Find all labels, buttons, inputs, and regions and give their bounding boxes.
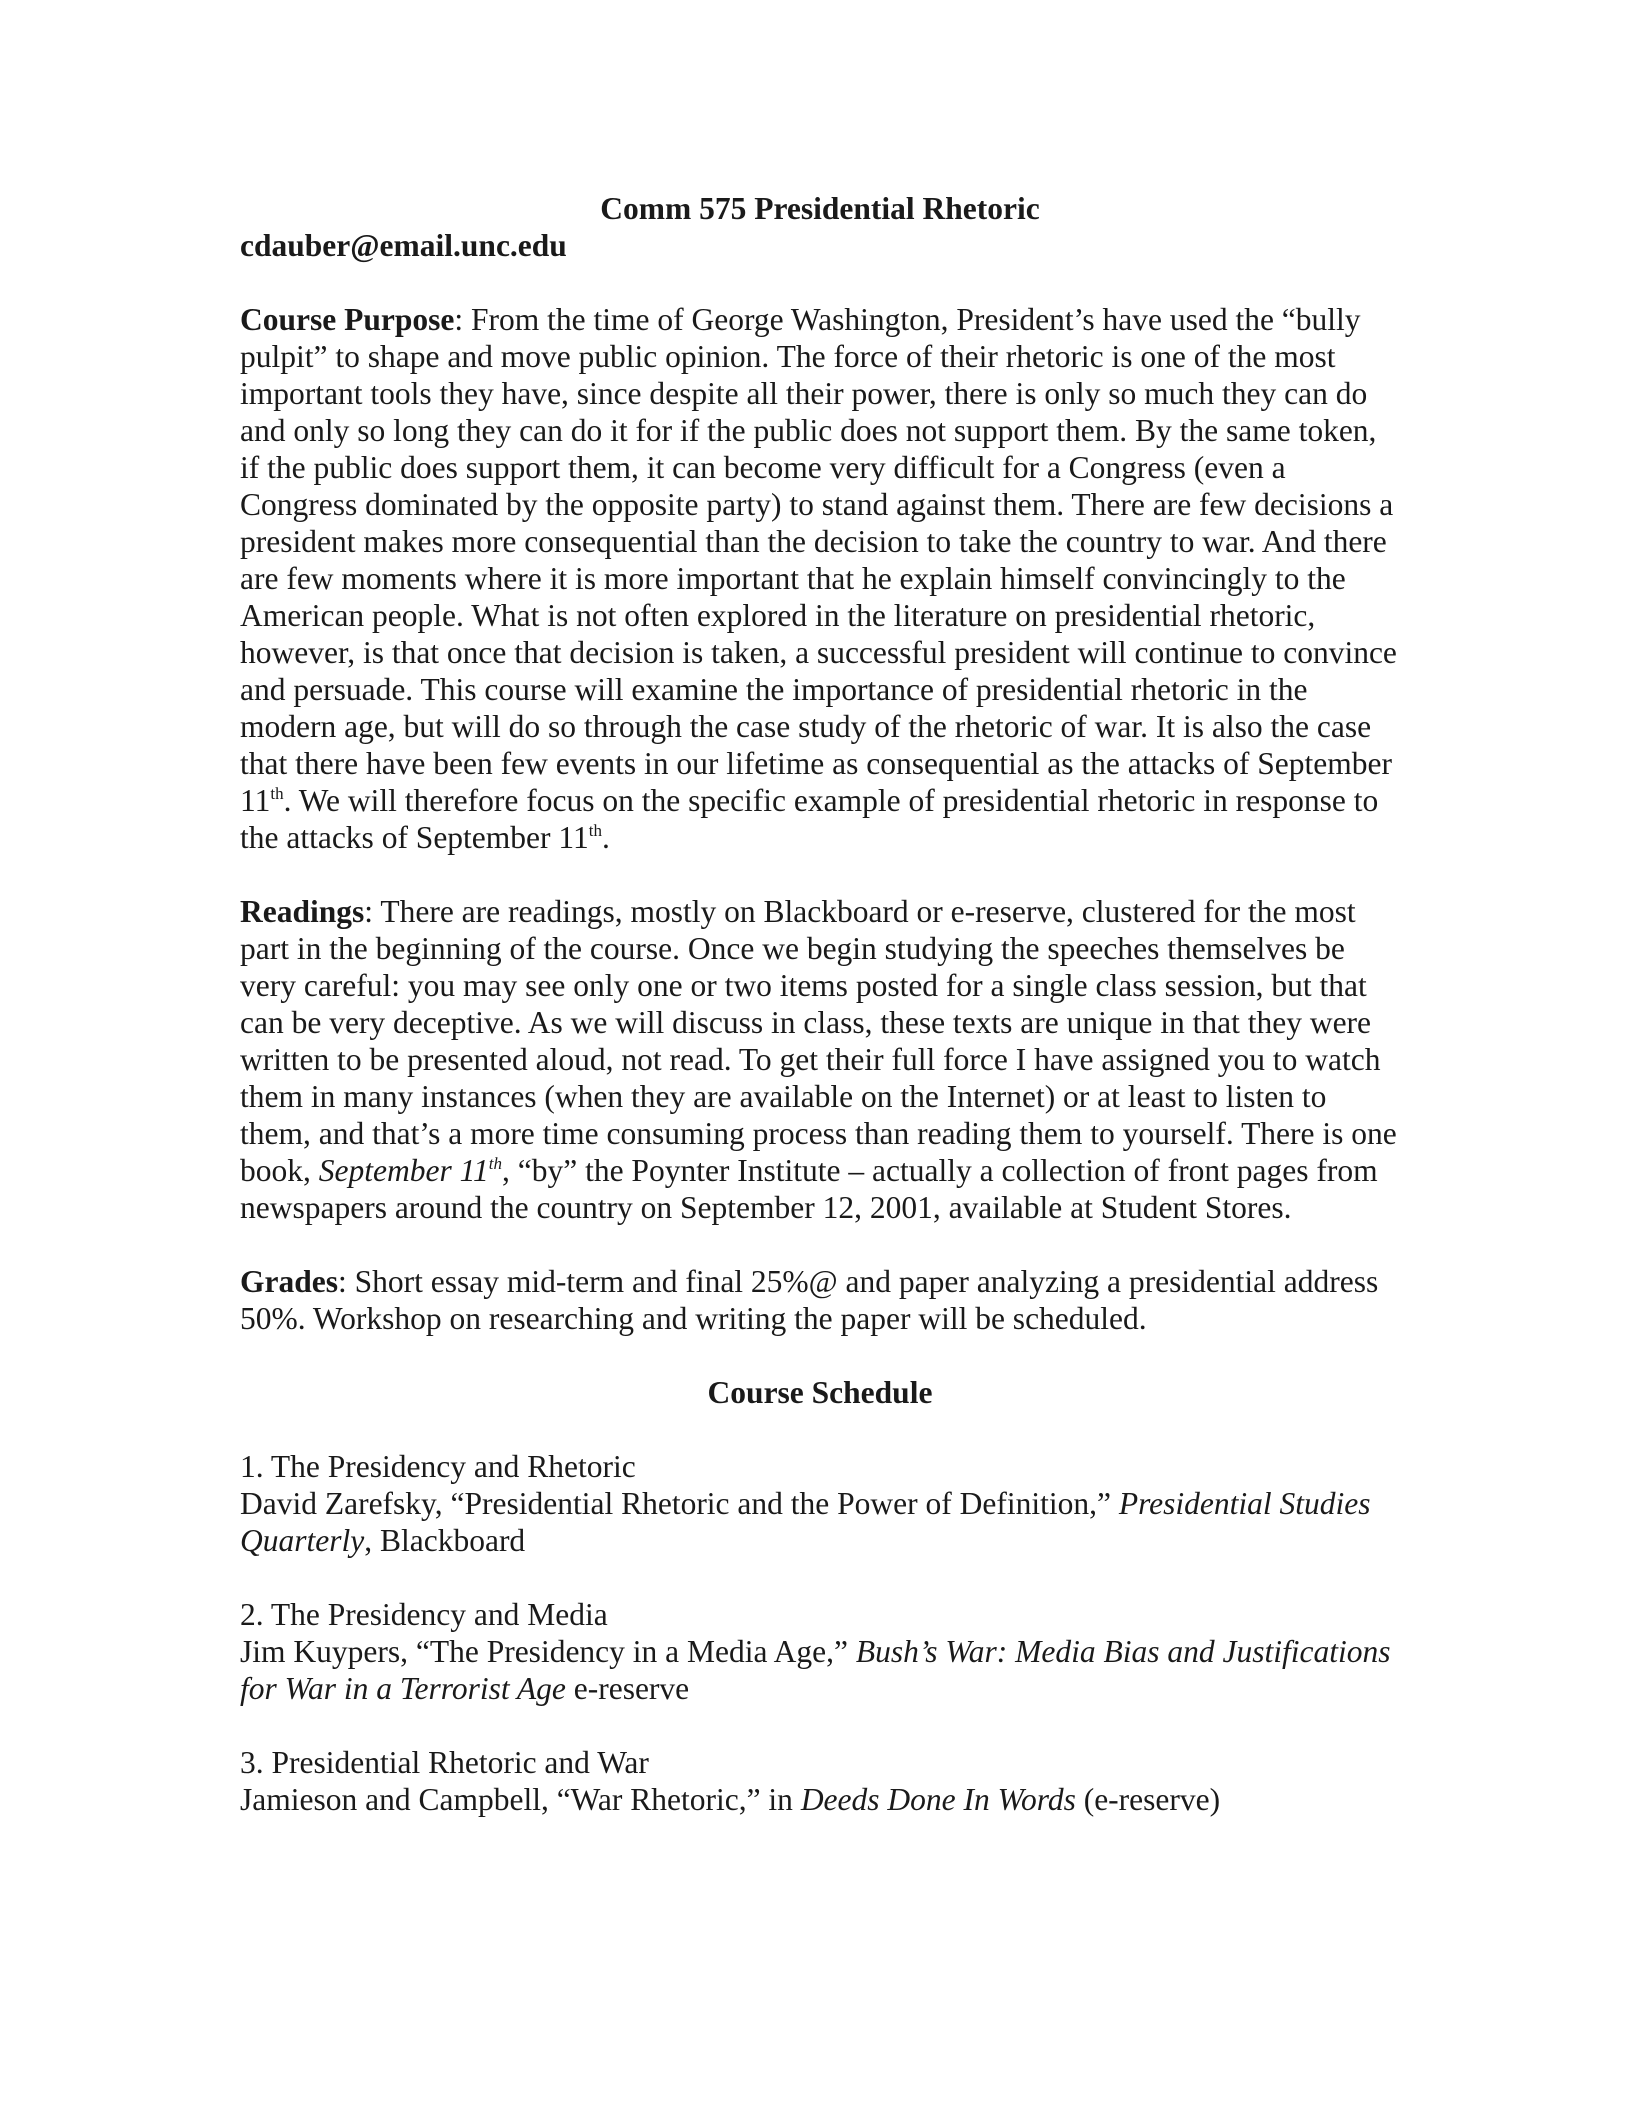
schedule-item <box>240 1596 1400 1707</box>
schedule-item-title: 3. Presidential Rhetoric and War <box>240 1745 649 1780</box>
course-purpose-colon: : <box>454 302 464 337</box>
course-purpose-text-continued: . We will therefore focus on the specific example of presidential rhetoric in response to the attacks of September 11 <box>240 783 1379 855</box>
course-purpose-text: From the time of George Washington, President’s have used the “bully pulpit” to shape and move public opinion. The force of their rhetoric is one of the most important tools they have, since despite all their power, there is only so much they can do and only so long they can do it for if the public does not support them. By the same token, if the public does support them, it can become very difficult for a Congress (even a Congress dominated by the opposite party) to stand against them. There are few decisions a president makes more consequential than the decision to take the country to war. And there are few moments where it is more important that he explain himself convincingly to the American people. What is not often explored in the literature on presidential rhetoric, however, is that once that decision is taken, a successful president will continue to convince and persuade. This course will examine the importance of presidential rhetoric in the modern age, but will do so through the case study of the rhetoric of war. It is also the case that there have been few events in our lifetime as consequential as the attacks of September 11 <box>240 302 1397 818</box>
reading-source: Bush’s War: Media Bias and Justifications for War in a Terrorist Age <box>240 1634 1391 1706</box>
course-purpose-label: Course Purpose <box>240 302 455 337</box>
grades-text: Short essay mid-term and final 25%@ and paper analyzing a presidential address 50%. Workshop on researching and writing the paper will be scheduled. <box>240 1264 1379 1336</box>
schedule-item-title: 2. The Presidency and Media <box>240 1597 608 1632</box>
readings-text-continued: , “by” the Poynter Institute – actually a collection of front pages from newspapers around the country on September 12, 2001, available at Student Stores. <box>240 1153 1378 1225</box>
book-title-text: September 11 <box>318 1153 489 1188</box>
course-purpose-paragraph <box>240 301 1400 856</box>
reading-citation: David Zarefsky, “Presidential Rhetoric and the Power of Definition,” <box>240 1486 1119 1521</box>
grades-paragraph <box>240 1263 1400 1337</box>
course-title: Comm 575 Presidential Rhetoric <box>600 191 1040 226</box>
reading-source: Presidential Studies Quarterly <box>240 1486 1371 1558</box>
grades-label: Grades <box>240 1264 338 1299</box>
reading-location: (e-reserve) <box>1075 1782 1221 1817</box>
ordinal-suffix: th <box>488 1154 502 1173</box>
schedule-item-reading <box>240 1485 1400 1559</box>
schedule-item-reading <box>240 1633 1400 1707</box>
schedule-item-title: 1. The Presidency and Rhetoric <box>240 1449 636 1484</box>
schedule-item-reading <box>240 1781 1400 1818</box>
reading-citation: Jim Kuypers, “The Presidency in a Media Age,” <box>240 1634 856 1669</box>
readings-label: Readings <box>240 894 365 929</box>
schedule-heading: Course Schedule <box>707 1375 933 1410</box>
reading-source: Deeds Done In Words <box>800 1782 1076 1817</box>
course-purpose-text-end: . <box>601 820 610 855</box>
ordinal-suffix: th <box>270 784 284 803</box>
reading-location: , Blackboard <box>364 1523 526 1558</box>
book-title <box>319 1153 502 1188</box>
schedule-item <box>240 1744 1400 1818</box>
schedule-item <box>240 1448 1400 1559</box>
readings-colon: : <box>364 894 374 929</box>
contact-email: cdauber@email.unc.edu <box>240 228 567 263</box>
syllabus-body <box>240 190 1400 1855</box>
reading-citation: Jamieson and Campbell, “War Rhetoric,” in <box>240 1782 801 1817</box>
readings-paragraph <box>240 893 1400 1226</box>
ordinal-suffix: th <box>588 821 602 840</box>
grades-colon: : <box>338 1264 347 1299</box>
readings-text: There are readings, mostly on Blackboard or e-reserve, clustered for the most part in the beginning of the course. Once we begin studying the speeches themselves be very careful: you may see only one or two items posted for a single class session, but that can be very deceptive. As we will discuss in class, these texts are unique in that they were written to be presented aloud, not read. To get their full force I have assigned you to watch them in many instances (when they are available on the Internet) or at least to listen to them, and that’s a more time consuming process than reading them to yourself. There is one book, <box>240 894 1397 1188</box>
reading-location: e-reserve <box>565 1671 690 1706</box>
